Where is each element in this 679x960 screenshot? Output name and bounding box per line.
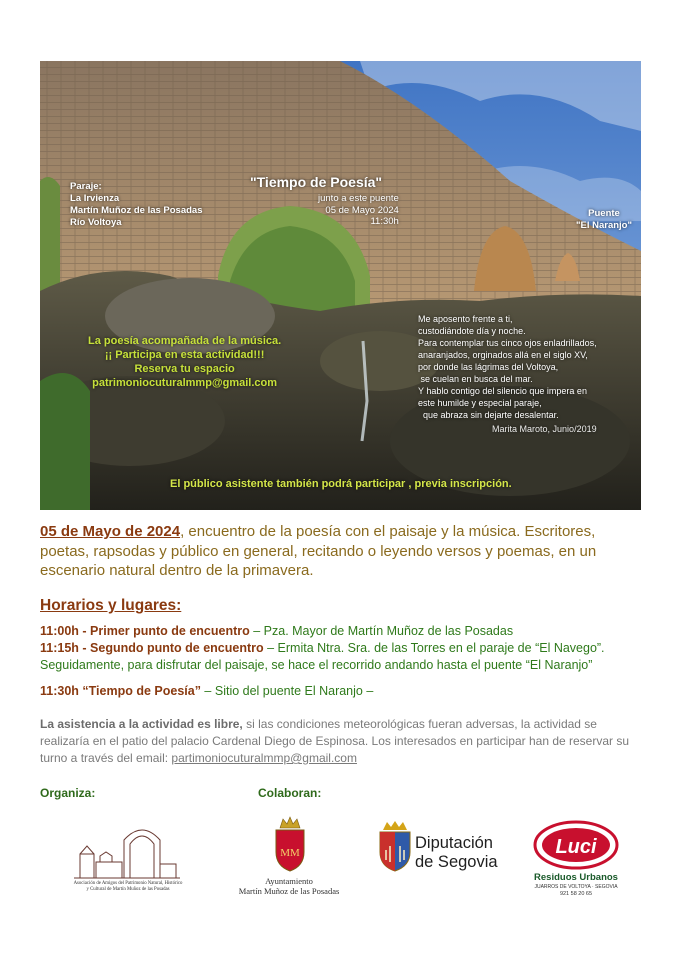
invitation-line: Reserva tu espacio (134, 363, 235, 375)
diputacion-name (415, 834, 498, 872)
event-date: 05 de Mayo de 2024 (40, 523, 181, 540)
poem-line: Y hablo contigo del silencio que impera en (418, 386, 587, 396)
luci-line: 921 58 20 65 (559, 891, 593, 897)
ayuntamiento-shield-icon (273, 814, 307, 872)
invitation-block (88, 334, 281, 390)
paraje-block (70, 181, 203, 229)
schedule-item (40, 623, 650, 640)
diputacion-line: de Segovia (415, 853, 498, 871)
subtitle-line: 11:30h (370, 216, 399, 227)
organiza-label: Organiza: (40, 786, 96, 800)
schedule-item-time: 11:00h - Primer punto de encuentro (40, 624, 250, 638)
invitation-line: La poesía acompañada de la música. (88, 335, 282, 347)
ayuntamiento-caption-line: Martín Muñoz de las Posadas (238, 886, 340, 896)
poem-line: este humilde y especial paraje, (418, 398, 542, 408)
note-bold: La asistencia a la actividad es libre, (40, 717, 243, 731)
diputacion-shield-icon (377, 820, 413, 872)
luci-line: Residuos Urbanos (534, 872, 618, 883)
asociacion-caption (60, 881, 196, 893)
diputacion-line: Diputación (415, 834, 493, 852)
invitation-email: patrimoniocuturalmmp@gmail.com (92, 377, 278, 389)
poem-line: custodiándote día y noche. (418, 326, 526, 336)
paraje-line: Paraje: (70, 181, 102, 192)
schedule-item-time: 11:15h - Segundo punto de encuentro (40, 641, 264, 655)
colaboran-label: Colaboran: (258, 786, 322, 800)
paraje-line: La Irvienza (70, 193, 120, 204)
luci-brand: Luci (555, 836, 597, 858)
subtitle-line: 05 de Mayo 2024 (325, 204, 399, 216)
schedule-item-place: – Ermita Ntra. Sra. de las Torres en el paraje de “El Navego”. (263, 641, 605, 655)
asociacion-caption-line: Asociación de Amigos del Patrimonio Natural, Histórico (73, 881, 183, 886)
schedule-list (40, 623, 650, 700)
poem-line: Me aposento frente a ti, (418, 314, 513, 324)
luci-line: JUARROS DE VOLTOYA · SEGOVIA (534, 884, 618, 890)
paraje-line: Río Voltoya (70, 217, 122, 228)
puente-label (576, 208, 632, 232)
attendance-note (40, 716, 640, 767)
poster-subtitle (318, 193, 399, 228)
schedule-heading: Horarios y lugares: (40, 597, 182, 614)
contact-email-link[interactable]: partimoniocuturalmmp@gmail.com (171, 751, 357, 765)
poem-line: anaranjados, orginados allá en el siglo XV, (418, 350, 588, 360)
asociacion-caption-line: y Cultural de Martín Muñoz de las Posadas (86, 887, 170, 892)
luci-captions (523, 872, 629, 898)
poem-line: Para contemplar tus cinco ojos enladrillados, (418, 338, 597, 348)
subtitle-line: junto a este puente (318, 193, 399, 204)
highlight-time: 11:30h “Tiempo de Poesía” (40, 684, 201, 698)
poster-title: "Tiempo de Poesía" (250, 174, 383, 190)
intro-text: , encuentro de la poesía con el paisaje y la música. Escritores, poetas, rapsodas y público en general, recitando o leyendo versos y poemas, en un escenario natural dentro de la primavera. (40, 523, 597, 579)
schedule-item-place: – Pza. Mayor de Martín Muñoz de las Posadas (249, 624, 514, 638)
ayuntamiento-caption (226, 876, 352, 896)
poem-block (418, 313, 597, 435)
asociacion-logo-icon (72, 818, 182, 880)
poem-line: que abraza sin dejarte desalentar. (418, 410, 559, 420)
poem-line: por donde las lágrimas del Voltoya, (418, 362, 559, 372)
poem-line: se cuelan en busca del mar. (418, 374, 533, 384)
schedule-highlight (40, 683, 650, 700)
intro-paragraph (40, 522, 640, 581)
highlight-place: – Sitio del puente El Naranjo – (200, 684, 374, 698)
puente-line: Puente (588, 208, 620, 219)
schedule-item (40, 657, 650, 674)
invitation-line: ¡¡ Participa en esta actividad!!! (104, 349, 265, 361)
poster-photo (40, 61, 641, 510)
poem-author: Marita Maroto, Junio/2019 (492, 424, 597, 434)
shield-letters: MM (280, 847, 300, 859)
note-text: si las condiciones meteorológicas fueran adversas, la actividad se realizaría en el patio del palacio Cardenal Diego de Espinosa. Los interesados en participar han de reservar su turno a través del email: (40, 717, 630, 765)
public-participation: El público asistente también podrá participar , previa inscripción. (170, 478, 512, 490)
ayuntamiento-caption-line: Ayuntamiento (265, 876, 313, 886)
luci-logo-icon (533, 820, 619, 870)
schedule-item-place: Seguidamente, para disfrutar del paisaje, se hace el recorrido andando hasta el puente “El Naranjo” (40, 658, 593, 672)
puente-line: "El Naranjo" (576, 220, 632, 231)
bridge-scene-illustration (40, 61, 641, 510)
schedule-item (40, 640, 650, 657)
paraje-line: Martín Muñoz de las Posadas (70, 205, 203, 216)
